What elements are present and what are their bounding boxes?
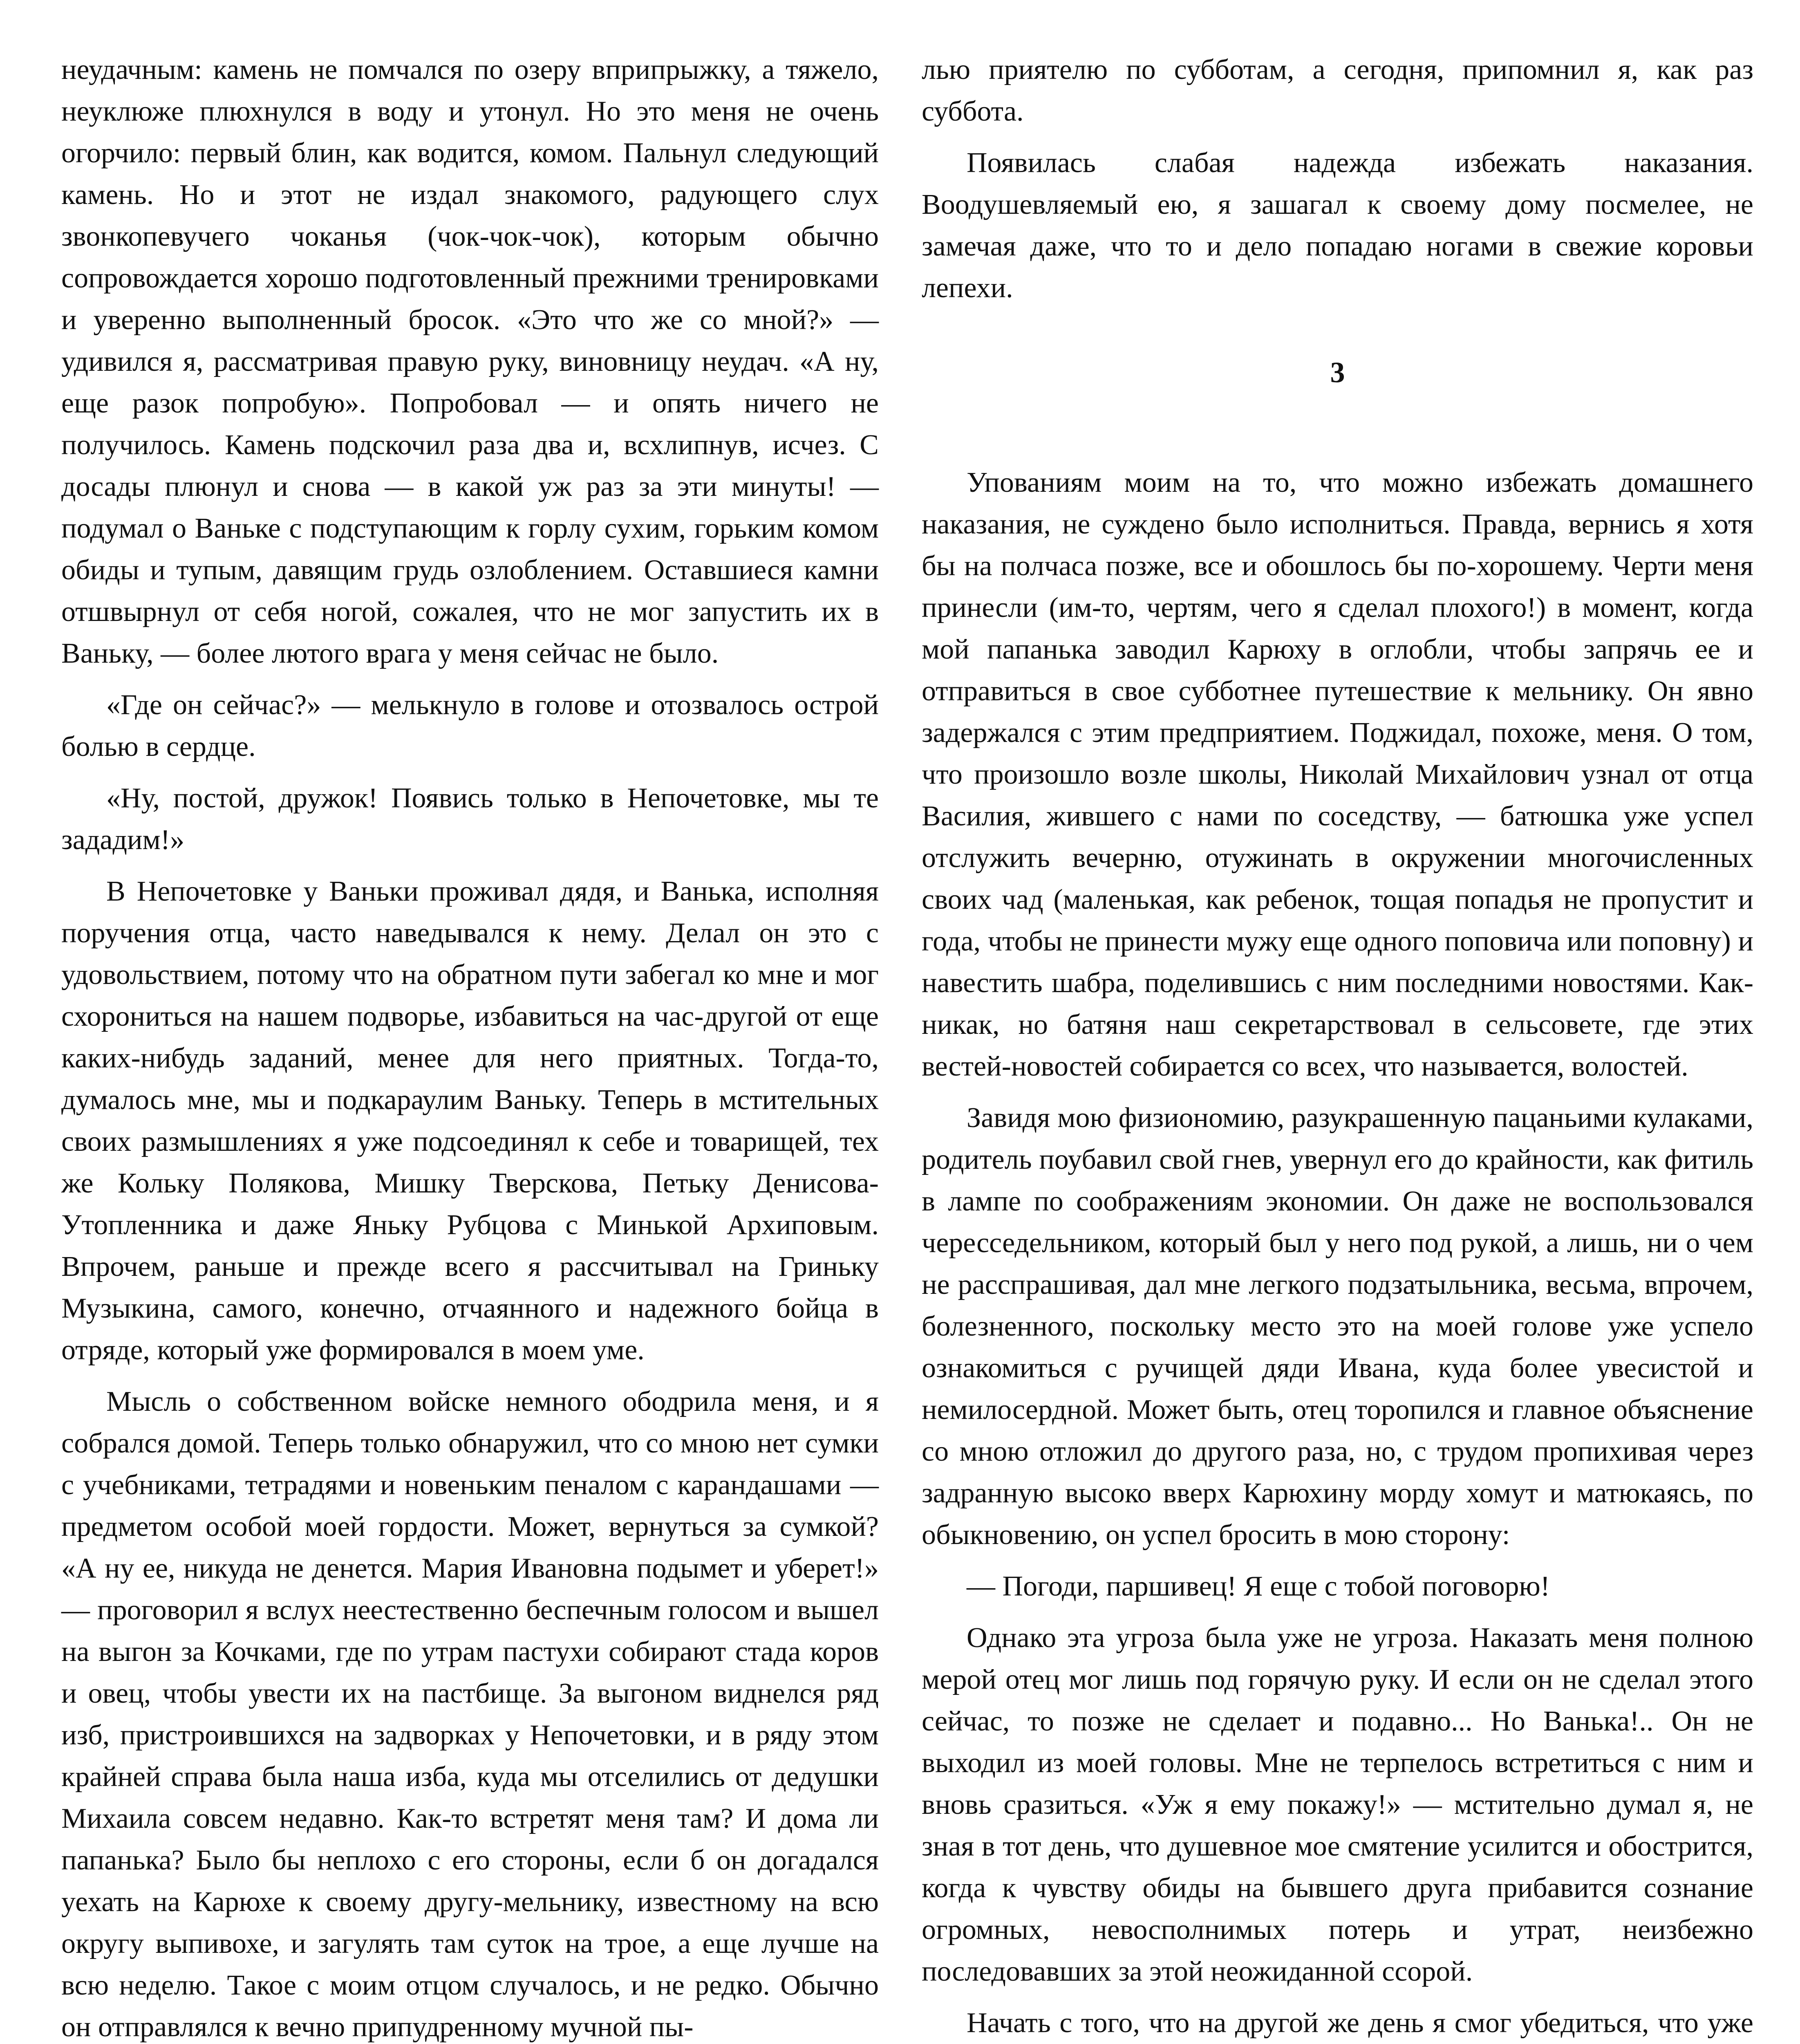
paragraph: Начать с того, что на другой же день я смог убедиться, что уже bbox=[967, 2007, 1753, 2039]
section-number: 3 bbox=[1330, 356, 1345, 389]
paragraph: Упованиям моим на то, что можно избежать домашнего наказания, не суждено было исполниться. Правда, вернись я хотя бы на полчаса позже, все и обошлось бы по-хорошему. Черти меня принесли (им-то, чертям, чего я сделал плохого!) в момент, когда мой папанька заводил Карюху в оглобли, чтобы запрячь ее и отправиться в свое субботнее путешествие к мельнику. Он явно задержался с этим предприятием. Поджидал, похоже, меня. О том, что произошло возле школы, Николай Михайлович узнал от отца Василия, жившего с нами по соседству, — батюшка уже успел отслужить вечерню, отужинать в окружении многочисленных своих чад (маленькая, как ребенок, тощая попадья не пропустит и года, чтобы не принести мужу еще одного поповича или поповну) и навестить шабра, поделившись с ним последними новостями. Как-никак, но батяня наш секретарствовал в сельсовете, где этих вестей-новостей собирается со всех, что называется, волостей. bbox=[922, 467, 1753, 1082]
paragraph: В Непочетовке у Ваньки проживал дядя, и Ванька, исполняя поручения отца, часто наведывался к нему. Делал он это с удовольствием, потому что на обратном пути забегал ко мне и мог схорониться на нашем подворье, избавиться на час-другой от еще каких-нибудь заданий, менее для него приятных. Тогда-то, думалось мне, мы и подкараулим Ваньку. Теперь в мстительных своих размышлениях я уже подсоединял к себе и товарищей, тех же Кольку Полякова, Мишку Тверскова, Петьку Денисова-Утопленника и даже Яньку Рубцова с Минькой Архиповым. Впрочем, раньше и прежде всего я рассчитывал на Гриньку Музыкина, самого, конечно, отчаянного и надежного бойца в отряде, который уже формировался в моем уме. bbox=[61, 876, 879, 1366]
paragraph: «Ну, постой, дружок! Появись только в Непочетовке, мы те зададим!» bbox=[61, 782, 879, 856]
paragraph: Мысль о собственном войске немного ободрила меня, и я собрался домой. Теперь только обнаружил, что со мною нет сумки с учебниками, тетрадями и новеньким пеналом с карандашами — предметом особой моей гордости. Может, вернуться за сумкой? «А ну ее, никуда не денется. Мария Ивановна подымет и уберет!» — проговорил я вслух неестественно беспечным голосом и вышел на выгон за Кочками, где по утрам пастухи собирают стада коров и овец, чтобы увести их на пастбище. За выгоном виднелся ряд изб, пристроившихся на задворках у Непочетовки, и в ряду этом крайней справа была наша изба, куда мы отселились от дедушки Михаила совсем недавно. Как-то встретят меня там? И дома ли папанька? Было бы неплохо с его стороны, если б он догадался уехать на Карюхе к своему другу-мельнику, известному на всю округу выпивохе, и загулять там суток на трое, а еще лучше на всю неделю. Такое с моим отцом случалось, и не редко. Обычно он отправлялся к вечно припудренному мучной пы- bbox=[61, 1386, 879, 2043]
paragraph: неудачным: камень не помчался по озеру вприпрыжку, а тяжело, неуклюже плюхнулся в воду и утонул. Но это меня не очень огорчило: первый блин, как водится, комом. Пальнул следующий камень. Но и этот не издал знакомого, радующего слух звонкопевучего чоканья (чок-чок-чок), которым обычно сопровождается хорошо подготовленный прежними тренировками и уверенно выполненный бросок. «Это что же со мной?» — удивился я, рассматривая правую руку, виновницу неудач. «А ну, еще разок попробую». Попробовал — и опять ничего не получилось. Камень подскочил раза два и, всхлипнув, исчез. С досады плюнул и снова — в какой уж раз за эти минуты! — подумал о Ваньке с подступающим к горлу сухим, горьким комом обиды и тупым, давящим грудь озлоблением. Оставшиеся камни отшвырнул от себя ногой, сожалея, что не мог запустить их в Ваньку, — более лютого врага у меня сейчас не было. bbox=[61, 54, 879, 669]
right-column-bottom bbox=[922, 462, 1753, 2044]
paragraph: «Где он сейчас?» — мелькнуло в голове и отозвалось острой болью в сердце. bbox=[61, 689, 879, 762]
paragraph: — Погоди, паршивец! Я еще с тобой поговорю! bbox=[967, 1571, 1550, 1602]
paragraph: Завидя мою физиономию, разукрашенную пацаньими кулаками, родитель поубавил свой гнев, увернул его до крайности, как фитиль в лампе по соображениям экономии. Он даже не воспользовался чересседельником, который был у него под рукой, а лишь, ни о чем не расспрашивая, дал мне легкого подзатыльника, весьма, впрочем, болезненного, поскольку место это на моей голове уже успело ознакомиться с ручищей дяди Ивана, куда более увесистой и немилосердной. Может быть, отец торопился и главное объяснение со мною отложил до другого раза, но, с трудом пропихивая через задранную высоко вверх Карюхину морду хомут и матюкаясь, по обыкновению, он успел бросить в мою сторону: bbox=[922, 1102, 1753, 1551]
paragraph: лью приятелю по субботам, а сегодня, припомнил я, как раз суббота. bbox=[922, 54, 1753, 127]
right-column-top bbox=[922, 49, 1753, 319]
paragraph: Однако эта угроза была уже не угроза. Наказать меня полною мерой отец мог лишь под горячую руку. И если он не сделал этого сейчас, то позже не сделает и подавно... Но Ванька!.. Он не выходил из моей головы. Мне не терпелось встретиться с ним и вновь сразиться. «Уж я ему покажу!» — мстительно думал я, не зная в тот день, что душевное мое смятение усилится и обострится, когда к чувству обиды на бывшего друга прибавится сознание огромных, невосполнимых потерь и утрат, неизбежно последовавших за этой неожиданной ссорой. bbox=[922, 1622, 1753, 1987]
paragraph: Появилась слабая надежда избежать наказания. Воодушевляемый ею, я зашагал к своему дому посмелее, не замечая даже, что то и дело попадаю ногами в свежие коровьи лепехи. bbox=[922, 147, 1753, 304]
left-column bbox=[61, 49, 879, 2044]
